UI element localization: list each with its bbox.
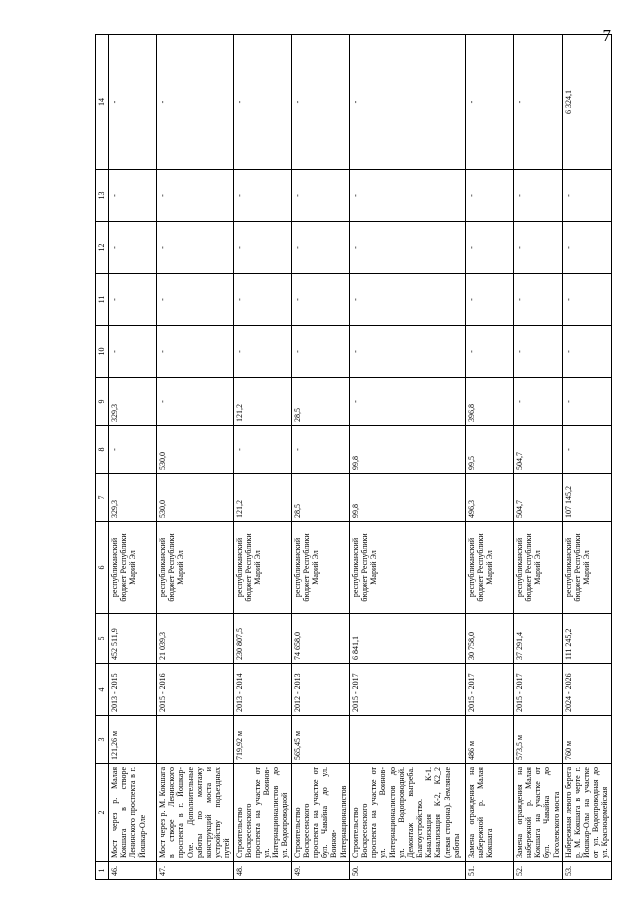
- cell-c8: -: [233, 426, 291, 474]
- col-header: 8: [96, 426, 109, 474]
- cell-c10: -: [157, 326, 234, 378]
- cell-c12: -: [109, 222, 157, 274]
- cell-c7: 329,3: [109, 474, 157, 522]
- cell-length: 719,92 м: [233, 716, 291, 764]
- cell-c7: 504,7: [513, 474, 562, 522]
- cell-c7: 121,2: [233, 474, 291, 522]
- cell-name: Мост через р. М. Кокшага в створе Ленинского проспекта в г. Йошкар-Оле. Дополнительные работы по монтажу конструкций моста и устройству подъездных путей: [157, 764, 234, 862]
- cell-c12: -: [562, 222, 611, 274]
- cell-length: [157, 716, 234, 764]
- cell-source: республиканский бюджет Республики Марий Эл: [349, 522, 465, 614]
- cell-c8: -: [562, 426, 611, 474]
- cell-c7: 496,3: [465, 474, 513, 522]
- cell-cost: 111 245,2: [562, 614, 611, 664]
- cell-cost: 74 658,0: [291, 614, 349, 664]
- data-table: [95, 34, 612, 880]
- cell-c11: -: [562, 274, 611, 326]
- cell-c9: 396,8: [465, 378, 513, 426]
- table-row: [465, 35, 513, 880]
- col-header: 7: [96, 474, 109, 522]
- cell-source: республиканский бюджет Республики Марий Эл: [562, 522, 611, 614]
- cell-years: 2012 - 2013: [291, 664, 349, 716]
- cell-c8: -: [291, 426, 349, 474]
- cell-c13: -: [562, 170, 611, 222]
- cell-name: Строительство Воскресенского проспекта на участке от ул. Воинов-Интернационалистов до ул. Водопроводной. Демонтаж выгреба. Благоустройство. Канализация К-1. Канализация К-2, К2_2 (левая сторона). Земляные работы: [349, 764, 465, 862]
- cell-name: Строительство Воскресенского проспекта на участке от ул. Воинов-Интернационалистов до ул. Водопроводной: [233, 764, 291, 862]
- cell-c14: -: [233, 35, 291, 170]
- cell-no: 47.: [157, 862, 234, 880]
- cell-c13: -: [465, 170, 513, 222]
- cell-c10: -: [513, 326, 562, 378]
- cell-c11: -: [349, 274, 465, 326]
- cell-c9: -: [513, 378, 562, 426]
- cell-c14: -: [157, 35, 234, 170]
- cell-no: 53.: [562, 862, 611, 880]
- cell-years: 2013 - 2015: [109, 664, 157, 716]
- cell-years: 2015 - 2017: [465, 664, 513, 716]
- cell-years: 2013 - 2014: [233, 664, 291, 716]
- col-header: 10: [96, 326, 109, 378]
- col-header: 13: [96, 170, 109, 222]
- cell-name: Набережная левого берега р. М. Кокшага в черте г. Йошкар-Олы на участке от ул. Водопроводная до ул. Красноармейская: [562, 764, 611, 862]
- cell-length: 121,26 м: [109, 716, 157, 764]
- cell-name: Строительство Воскресенского проспекта на участке от бул. Чавайна до ул. Воинов-Интернационалистов: [291, 764, 349, 862]
- cell-c13: -: [109, 170, 157, 222]
- rotated-table-wrapper: [95, 35, 615, 880]
- cell-source: республиканский бюджет Республики Марий Эл: [157, 522, 234, 614]
- cell-c13: -: [233, 170, 291, 222]
- cell-c12: -: [465, 222, 513, 274]
- cell-source: республиканский бюджет Республики Марий Эл: [109, 522, 157, 614]
- cell-length: 486 м: [465, 716, 513, 764]
- cell-c10: -: [465, 326, 513, 378]
- cell-c9: -: [349, 378, 465, 426]
- col-header: 4: [96, 664, 109, 716]
- cell-c8: -: [109, 426, 157, 474]
- cell-c12: -: [233, 222, 291, 274]
- table-row: [513, 35, 562, 880]
- cell-c12: -: [513, 222, 562, 274]
- cell-c13: -: [349, 170, 465, 222]
- cell-c14: 6 324,1: [562, 35, 611, 170]
- col-header: 12: [96, 222, 109, 274]
- table-row: [233, 35, 291, 880]
- cell-length: 565,45 м: [291, 716, 349, 764]
- cell-c10: -: [291, 326, 349, 378]
- cell-length: 760 м: [562, 716, 611, 764]
- cell-name: Замена ограждения на набережной р. Малая Кокшага: [465, 764, 513, 862]
- cell-c7: 107 145,2: [562, 474, 611, 522]
- cell-c8: 99,5: [465, 426, 513, 474]
- col-header: 11: [96, 274, 109, 326]
- cell-no: 52.: [513, 862, 562, 880]
- cell-c12: -: [349, 222, 465, 274]
- cell-c8: 99,8: [349, 426, 465, 474]
- cell-c12: -: [157, 222, 234, 274]
- col-header: 5: [96, 614, 109, 664]
- col-header: 14: [96, 35, 109, 170]
- cell-c11: -: [465, 274, 513, 326]
- cell-c13: -: [291, 170, 349, 222]
- cell-c11: -: [291, 274, 349, 326]
- cell-source: республиканский бюджет Республики Марий Эл: [291, 522, 349, 614]
- cell-c14: -: [465, 35, 513, 170]
- cell-no: 48.: [233, 862, 291, 880]
- cell-cost: 30 758,0: [465, 614, 513, 664]
- page-number: 7: [602, 26, 611, 45]
- cell-c9: 329,3: [109, 378, 157, 426]
- cell-name: Мост через р. Малая Кокшага в створе Ленинского проспекта в г. Йошкар-Оле: [109, 764, 157, 862]
- cell-c10: -: [233, 326, 291, 378]
- cell-c7: 28,5: [291, 474, 349, 522]
- cell-cost: 21 039,3: [157, 614, 234, 664]
- cell-c14: -: [349, 35, 465, 170]
- cell-no: 51.: [465, 862, 513, 880]
- cell-years: 2024 - 2026: [562, 664, 611, 716]
- cell-years: 2015 - 2017: [513, 664, 562, 716]
- cell-no: 49.: [291, 862, 349, 880]
- cell-years: 2015 - 2016: [157, 664, 234, 716]
- table-row: [109, 35, 157, 880]
- cell-c13: -: [513, 170, 562, 222]
- cell-c9: 121,2: [233, 378, 291, 426]
- table-row: [157, 35, 234, 880]
- cell-c10: -: [562, 326, 611, 378]
- cell-c11: -: [157, 274, 234, 326]
- cell-c10: -: [349, 326, 465, 378]
- cell-c9: 28,5: [291, 378, 349, 426]
- cell-c9: -: [157, 378, 234, 426]
- cell-years: 2015 - 2017: [349, 664, 465, 716]
- cell-c8: 504,7: [513, 426, 562, 474]
- col-header: 2: [96, 764, 109, 862]
- cell-c10: -: [109, 326, 157, 378]
- cell-c7: 530,0: [157, 474, 234, 522]
- cell-cost: 37 291,4: [513, 614, 562, 664]
- table-row: [291, 35, 349, 880]
- cell-cost: 230 807,5: [233, 614, 291, 664]
- cell-source: республиканский бюджет Республики Марий Эл: [465, 522, 513, 614]
- cell-c11: -: [233, 274, 291, 326]
- cell-c11: -: [109, 274, 157, 326]
- cell-no: 50.: [349, 862, 465, 880]
- col-header: 1: [96, 862, 109, 880]
- cell-c11: -: [513, 274, 562, 326]
- cell-c12: -: [291, 222, 349, 274]
- cell-c14: -: [109, 35, 157, 170]
- cell-c14: -: [513, 35, 562, 170]
- cell-c8: 530,0: [157, 426, 234, 474]
- cell-name: Замена ограждения на набережной р. Малая Кокшага на участке от бул. Чавайна до Гоголевского моста: [513, 764, 562, 862]
- cell-no: 46.: [109, 862, 157, 880]
- cell-source: республиканский бюджет Республики Марий Эл: [233, 522, 291, 614]
- cell-cost: 452 511,9: [109, 614, 157, 664]
- col-header: 3: [96, 716, 109, 764]
- cell-c13: -: [157, 170, 234, 222]
- cell-c9: -: [562, 378, 611, 426]
- col-header: 9: [96, 378, 109, 426]
- header-row: [96, 35, 109, 880]
- table-row: [562, 35, 611, 880]
- cell-source: республиканский бюджет Республики Марий Эл: [513, 522, 562, 614]
- cell-c14: -: [291, 35, 349, 170]
- cell-c7: 99,8: [349, 474, 465, 522]
- table-row: [349, 35, 465, 880]
- cell-cost: 6 841,1: [349, 614, 465, 664]
- col-header: 6: [96, 522, 109, 614]
- cell-length: 573,5 м: [513, 716, 562, 764]
- cell-length: [349, 716, 465, 764]
